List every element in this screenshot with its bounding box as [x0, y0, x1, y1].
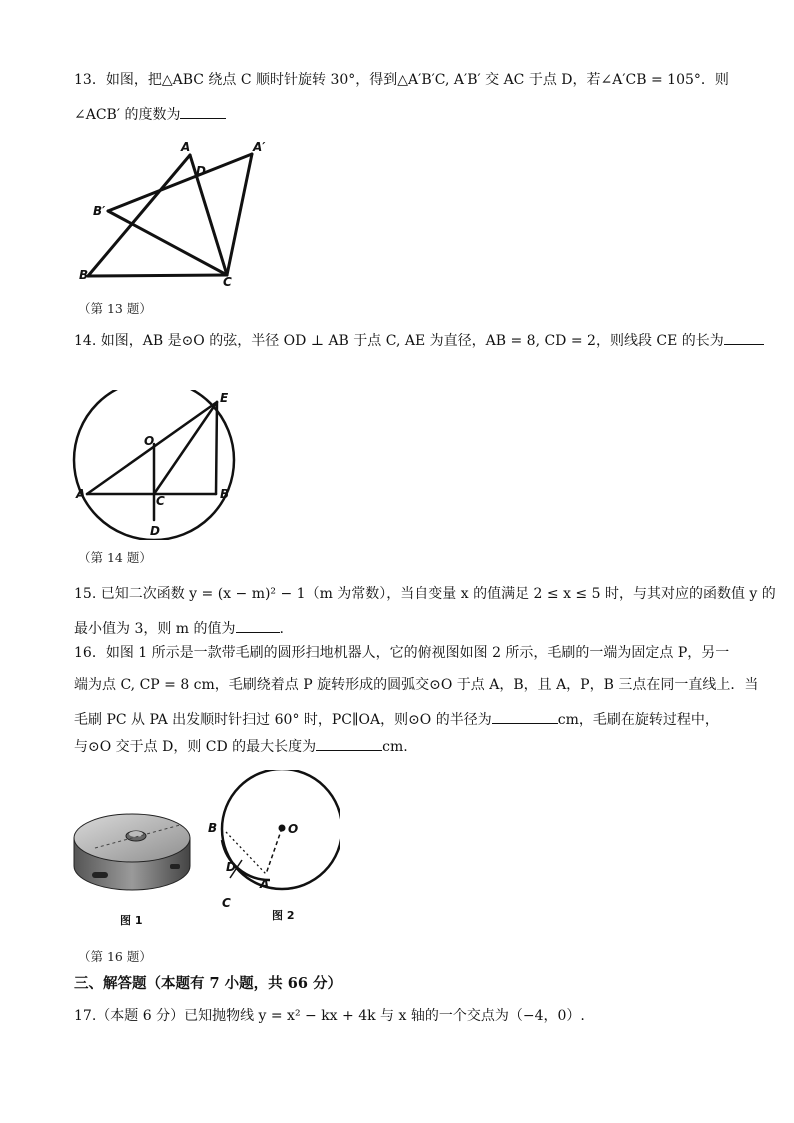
- q16-text-line3-part2: cm，毛刷在旋转过程中，: [557, 712, 719, 728]
- q14-caption: （第 14 题）: [78, 550, 152, 565]
- q15-text-line1: 15. 已知二次函数 y = (x − m)² − 1（m 为常数），当自变量 x 的值满足 2 ≤ x ≤ 5 时，与其对应的函数值 y 的: [74, 586, 776, 602]
- q13-text-line1: 13．如图，把△ABC 绕点 C 顺时针旋转 30°，得到△A′B′C, A′B′ 交 AC 于点 D，若∠A′CB = 105°．则: [74, 72, 729, 88]
- q16-label-A: A: [260, 877, 270, 891]
- q15-period: .: [279, 621, 284, 637]
- q16-figure1-robot: [70, 790, 195, 935]
- q14-diameter-AE: [87, 402, 217, 494]
- q16-figure2-label: 图 2: [272, 909, 295, 922]
- q14-label-B: B: [220, 487, 230, 501]
- section-3-heading: 三、解答题（本题有 7 小题，共 66 分）: [74, 975, 342, 992]
- q14-label-A: A: [76, 487, 86, 501]
- q13-segment-A1C: [227, 154, 252, 275]
- q13-text-line2: [74, 104, 226, 125]
- q16-label-B: B: [208, 821, 218, 835]
- q14-figure: [70, 390, 250, 540]
- q16-text-line3: [74, 709, 719, 730]
- q16-figure1-label: 图 1: [120, 914, 143, 927]
- q13-caption: （第 13 题）: [78, 301, 152, 316]
- q14-question-text: 14. 如图，AB 是⊙O 的弦，半径 OD ⊥ AB 于点 C, AE 为直径，AB = 8, CD = 2，则线段 CE 的长为: [74, 333, 724, 349]
- q14-answer-blank: [724, 330, 764, 345]
- q14-label-D: D: [150, 524, 160, 538]
- q14-segment-BE: [216, 402, 217, 494]
- q15-answer-blank: [236, 618, 280, 633]
- q16-figure2: [200, 770, 340, 940]
- q16-text-line4-part2: cm.: [382, 739, 408, 755]
- q14-label-E: E: [220, 391, 229, 405]
- q13-figure: [76, 136, 276, 288]
- q14-label-C: C: [156, 494, 165, 508]
- q13-answer-blank: [180, 104, 226, 119]
- q13-question-text: ∠ACB′ 的度数为: [74, 107, 181, 123]
- q16-caption: （第 16 题）: [78, 949, 152, 964]
- q16-text-line2: 端为点 C, CP = 8 cm，毛刷绕着点 P 旋转形成的圆弧交⊙O 于点 A，B，且 A，P，B 三点在同一直线上．当: [74, 677, 759, 693]
- q16-text-line4-part1: 与⊙O 交于点 D，则 CD 的最大长度为: [74, 739, 317, 755]
- q13-label-B-prime: B′: [93, 204, 106, 218]
- q13-label-A-prime: A′: [253, 140, 266, 154]
- q16-label-D: D: [226, 860, 236, 874]
- q16-label-O: O: [288, 822, 299, 836]
- q14-text-line1: [74, 330, 764, 351]
- q13-label-B: B: [79, 268, 89, 282]
- q13-segment-BC: [88, 275, 227, 276]
- q15-text-line2: [74, 618, 284, 639]
- q16-answer-blank-radius: [492, 709, 558, 724]
- q16-answer-blank-cd: [316, 736, 382, 751]
- q14-segment-CE: [154, 402, 217, 494]
- q13-label-D: D: [196, 164, 206, 178]
- q16-text-line4: [74, 736, 408, 757]
- q16-label-C: C: [222, 896, 231, 910]
- q17-text-line1: 17.（本题 6 分）已知抛物线 y = x² − kx + 4k 与 x 轴的一个交点为（−4，0）.: [74, 1008, 585, 1024]
- q15-question-text: 最小值为 3，则 m 的值为: [74, 621, 236, 637]
- q16-text-line3-part1: 毛刷 PC 从 PA 出发顺时针扫过 60° 时，PC∥OA，则⊙O 的半径为: [74, 712, 492, 728]
- q13-label-C: C: [223, 275, 232, 288]
- q14-label-O: O: [144, 434, 155, 448]
- q16-segment-OA: [266, 828, 282, 874]
- q16-text-line1: 16．如图 1 所示是一款带毛刷的圆形扫地机器人，它的俯视图如图 2 所示，毛刷的一端为固定点 P，另一: [74, 645, 730, 661]
- q13-label-A: A: [181, 140, 191, 154]
- q13-segment-B1A1: [108, 154, 252, 211]
